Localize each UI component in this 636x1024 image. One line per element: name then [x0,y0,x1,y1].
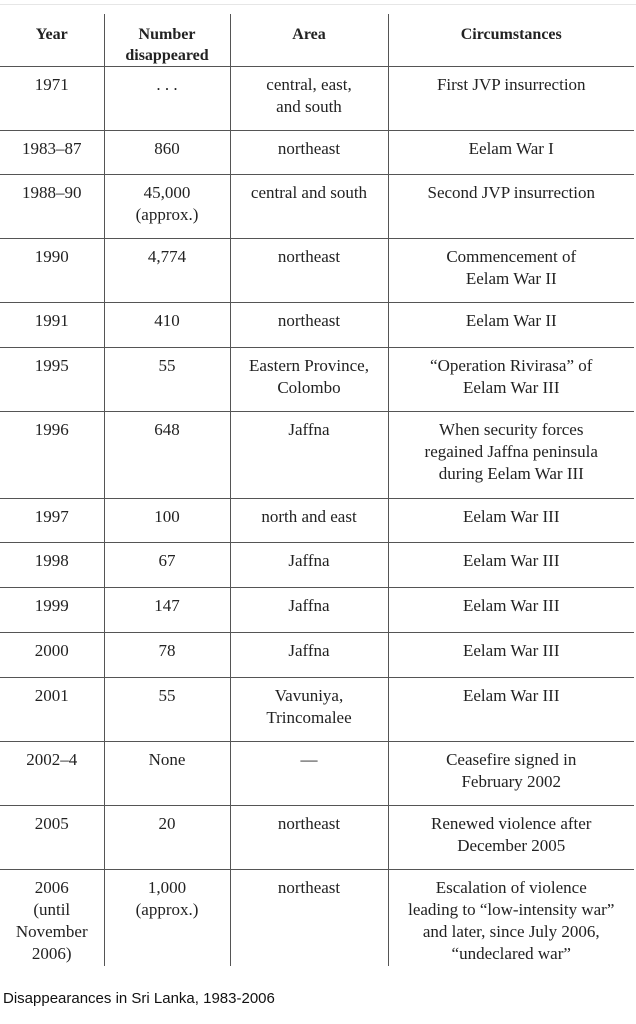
cell-area: northeast [230,806,388,870]
cell-number: 45,000 (approx.) [104,175,230,239]
cell-year: 1999 [0,588,104,633]
table-row [0,678,634,742]
cell-number: 410 [104,303,230,348]
cell-area: north and east [230,499,388,543]
table-row [0,303,634,348]
table-row [0,239,634,303]
table-row [0,67,634,131]
table-row [0,499,634,543]
cell-year: 1995 [0,348,104,412]
cell-circumstances: Second JVP insurrection [388,175,634,239]
cell-number: 20 [104,806,230,870]
table-row [0,348,634,412]
header-area: Area [230,14,388,67]
table-row [0,543,634,588]
cell-circumstances: Commencement of Eelam War II [388,239,634,303]
table-row [0,131,634,175]
cell-area: Vavuniya, Trincomalee [230,678,388,742]
header-number-disappeared: Number disappeared [104,14,230,67]
cell-number: 648 [104,412,230,499]
cell-year: 2000 [0,633,104,678]
cell-circumstances: Eelam War II [388,303,634,348]
cell-circumstances: Eelam War I [388,131,634,175]
cell-number: 4,774 [104,239,230,303]
cell-year: 1983–87 [0,131,104,175]
cell-year: 2006 (until November 2006) [15,878,88,963]
cell-number: 67 [104,543,230,588]
cell-number: 78 [104,633,230,678]
table-row [0,633,634,678]
cell-circumstances: Eelam War III [388,588,634,633]
cell-area: northeast [230,303,388,348]
cell-circumstances: Ceasefire signed in February 2002 [388,742,634,806]
table-row [0,742,634,806]
cell-circumstances: Eelam War III [388,543,634,588]
cell-circumstances: Eelam War III [388,633,634,678]
cell-number: . . . [104,67,230,131]
table-row [0,175,634,239]
cell-year: 2005 [0,806,104,870]
table-row [0,806,634,870]
cell-area: — [230,742,388,806]
table-row [0,588,634,633]
cell-area: central, east, and south [230,67,388,131]
cell-circumstances: Escalation of violence leading to “low-intensity war” and later, since July 2006, “undeclared war” [388,870,634,966]
header-year: Year [0,14,104,67]
cell-year: 1997 [0,499,104,543]
cell-area: Eastern Province, Colombo [230,348,388,412]
cell-year: 2002–4 [0,742,104,806]
cell-number: 100 [104,499,230,543]
cell-number: None [104,742,230,806]
cell-number: 1,000 (approx.) [104,870,230,966]
top-divider [0,4,636,5]
cell-number: 860 [104,131,230,175]
cell-year: 1990 [0,239,104,303]
cell-year: 1998 [0,543,104,588]
cell-circumstances: Eelam War III [388,678,634,742]
cell-year: 1971 [0,67,104,131]
cell-area: central and south [230,175,388,239]
table-row [0,412,634,499]
cell-year: 1991 [0,303,104,348]
cell-year: 1996 [0,412,104,499]
cell-circumstances: “Operation Rivirasa” of Eelam War III [388,348,634,412]
cell-area: northeast [230,239,388,303]
disappearances-table [0,14,634,966]
table-row [0,870,634,966]
cell-year: 1988–90 [0,175,104,239]
cell-number: 55 [104,678,230,742]
cell-circumstances: First JVP insurrection [388,67,634,131]
cell-year: 2001 [0,678,104,742]
cell-area: northeast [230,870,388,966]
table-caption: Disappearances in Sri Lanka, 1983-2006 [3,990,275,1007]
cell-number: 55 [104,348,230,412]
header-circumstances: Circumstances [388,14,634,67]
cell-number: 147 [104,588,230,633]
cell-circumstances: Renewed violence after December 2005 [388,806,634,870]
cell-circumstances: When security forces regained Jaffna peninsula during Eelam War III [388,412,634,499]
cell-area: northeast [230,131,388,175]
cell-circumstances: Eelam War III [388,499,634,543]
cell-area: Jaffna [230,588,388,633]
cell-area: Jaffna [230,633,388,678]
cell-area: Jaffna [230,412,388,499]
table-header-row [0,14,634,67]
cell-area: Jaffna [230,543,388,588]
